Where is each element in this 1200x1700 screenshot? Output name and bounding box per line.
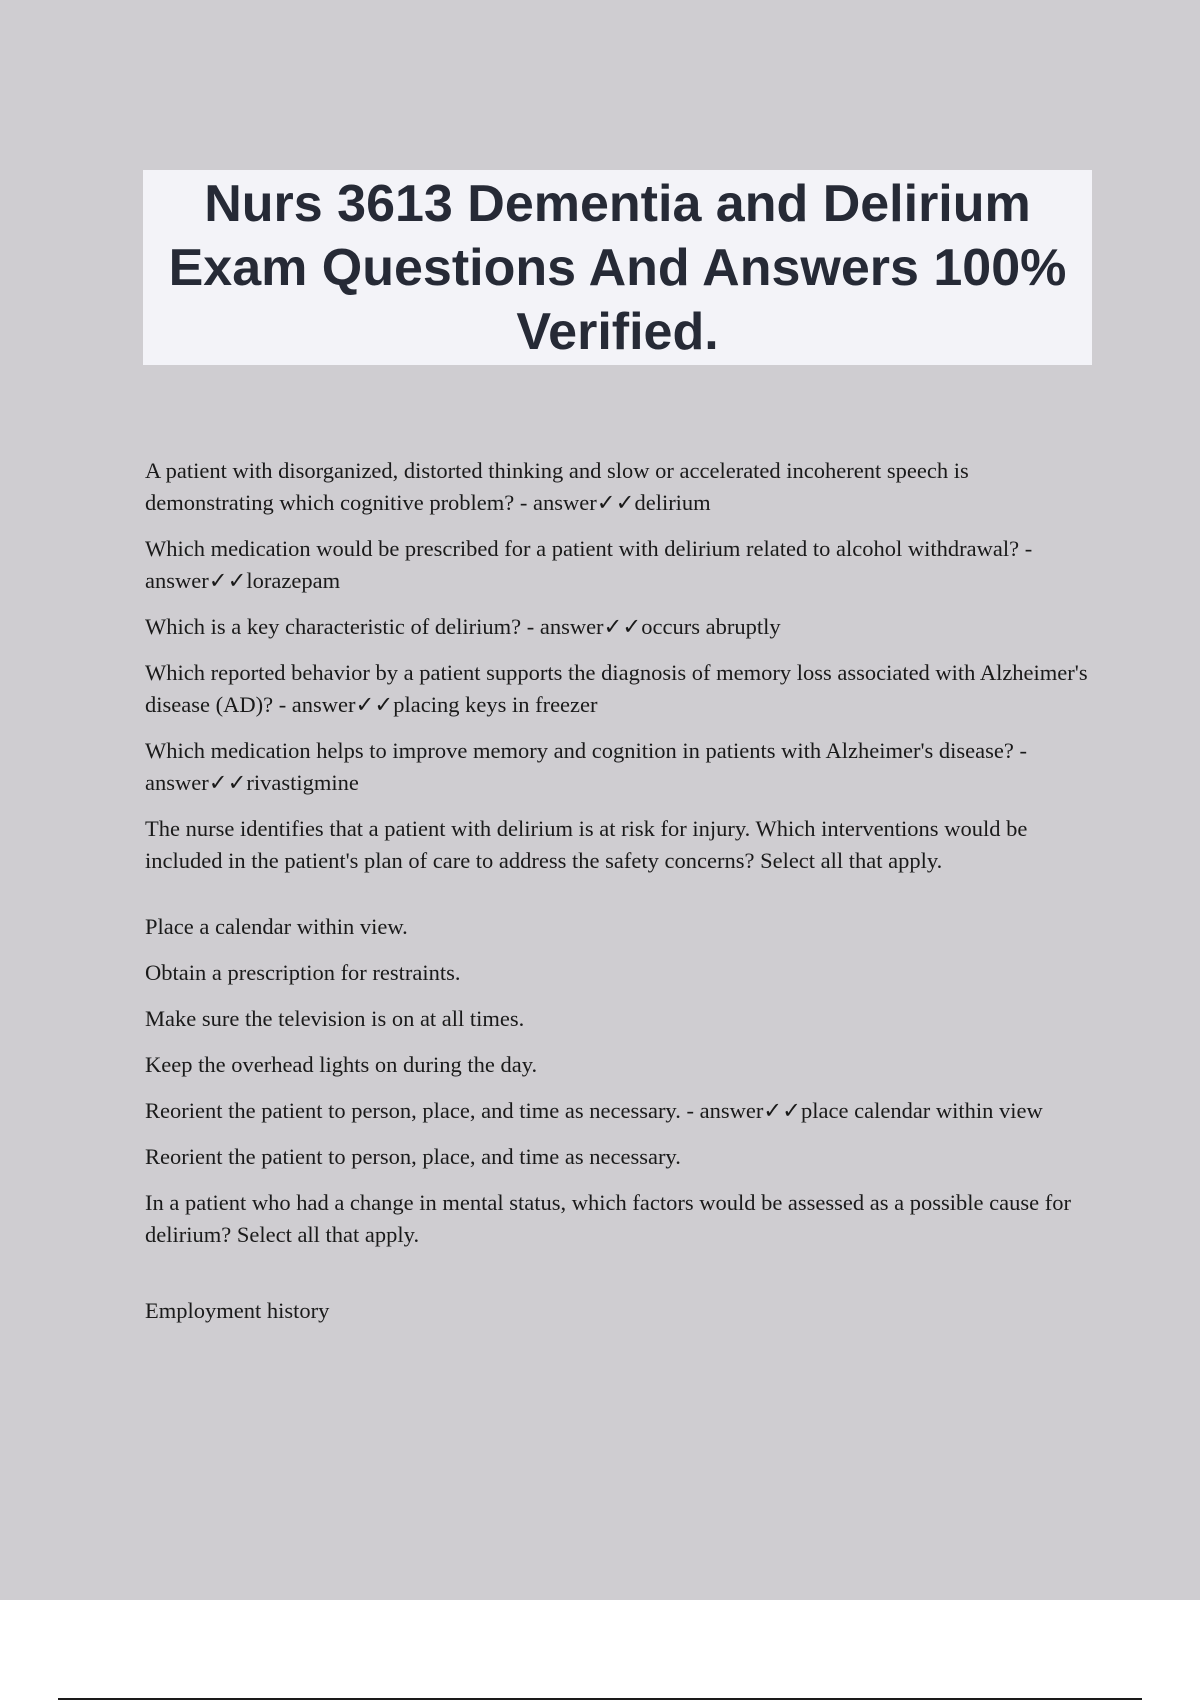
- paragraph: The nurse identifies that a patient with delirium is at risk for injury. Which interventions would be included in the patient's plan of care to address the safety concerns? Select all that apply.: [145, 816, 1028, 873]
- paragraph: Which reported behavior by a patient supports the diagnosis of memory loss associated with Alzheimer's disease (AD)? - answer✓✓placing keys in freezer: [145, 660, 1088, 717]
- paragraph: A patient with disorganized, distorted thinking and slow or accelerated incoherent speech is demonstrating which cognitive problem? - answer✓✓delirium: [145, 458, 969, 515]
- answer-option: Reorient the patient to person, place, and time as necessary. - answer✓✓place calendar within view: [145, 1098, 1043, 1123]
- paragraph: Reorient the patient to person, place, and time as necessary.: [145, 1144, 681, 1169]
- paragraph: In a patient who had a change in mental status, which factors would be assessed as a possible cause for delirium? Select all that apply.: [145, 1190, 1071, 1247]
- document-title: Nurs 3613 Dementia and Delirium Exam Questions And Answers 100% Verified.: [168, 174, 1067, 361]
- answer-option: Place a calendar within view.: [145, 914, 408, 939]
- answer-option: Make sure the television is on at all times.: [145, 1006, 525, 1031]
- paragraph: Which is a key characteristic of delirium? - answer✓✓occurs abruptly: [145, 614, 781, 639]
- paragraph: Which medication helps to improve memory and cognition in patients with Alzheimer's disease? - answer✓✓rivastigmine: [145, 738, 1027, 795]
- answer-option: Keep the overhead lights on during the day.: [145, 1052, 538, 1077]
- page-footer-area: [0, 1600, 1200, 1700]
- answer-option: Employment history: [145, 1298, 330, 1323]
- paragraph: Which medication would be prescribed for a patient with delirium related to alcohol withdrawal? - answer✓✓lorazepam: [145, 536, 1033, 593]
- title-banner: [143, 170, 1092, 365]
- answer-option: Obtain a prescription for restraints.: [145, 960, 461, 985]
- document-body: [145, 455, 1095, 1327]
